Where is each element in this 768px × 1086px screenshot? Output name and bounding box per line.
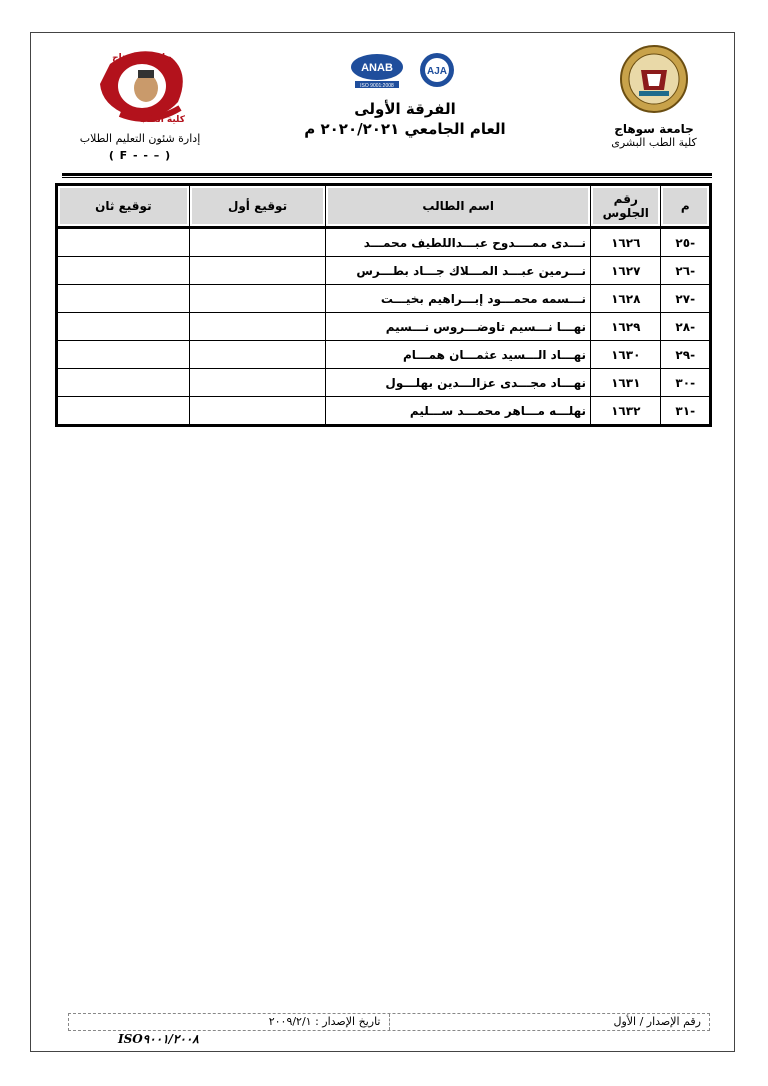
seat-number: ١٦٢٩ (591, 313, 661, 341)
signature-2-cell (57, 313, 190, 341)
signature-1-cell (189, 341, 326, 369)
faculty-logo-block (60, 44, 220, 162)
signature-2-cell (57, 369, 190, 397)
col-header-no: م (661, 185, 711, 228)
signature-1-cell (189, 228, 326, 257)
aja-logo: AJA (426, 66, 448, 77)
signature-2-cell (57, 285, 190, 313)
student-name: نـــسمه محمـــود إبـــراهيم بخيـــت (326, 285, 591, 313)
student-table (55, 183, 712, 427)
student-name: نهـــاد مجـــدى عزالـــدين بهلـــول (326, 369, 591, 397)
header-rule-thin (62, 177, 712, 178)
student-name: نهـــاد الـــسيد عثمـــان همـــام (326, 341, 591, 369)
header-rule (62, 173, 712, 176)
table-row (57, 228, 711, 257)
admin-name: إدارة شئون التعليم الطلاب (79, 132, 201, 145)
signature-2-cell (57, 228, 190, 257)
table-row (57, 313, 711, 341)
signature-1-cell (189, 285, 326, 313)
signature-1-cell (189, 397, 326, 426)
row-number: -٢٦ (661, 257, 711, 285)
signature-1-cell (189, 257, 326, 285)
student-name: نـــدى ممــــدوح عبـــداللطيف محمـــد (326, 228, 591, 257)
signature-2-cell (57, 257, 190, 285)
seat-number: ١٦٢٨ (591, 285, 661, 313)
logo-text-bottom: كلية الطب (139, 115, 185, 124)
faculty-logo-icon (80, 44, 200, 124)
col-header-sig2: توقيع ثان (57, 185, 190, 228)
anab-logo: ANAB (361, 62, 393, 74)
table-row (57, 341, 711, 369)
signature-2-cell (57, 341, 190, 369)
table-row (57, 369, 711, 397)
logo-text-top: جامعة سوهاج (112, 53, 172, 63)
row-number: -٢٩ (661, 341, 711, 369)
student-name: نهـــا نـــسيم تاوضـــروس نـــسيم (326, 313, 591, 341)
academic-year: العام الجامعي ٢٠٢٠/٢٠٢١ م (304, 120, 506, 138)
footer-box (68, 1013, 710, 1031)
form-code: ( F - - – ) (108, 149, 172, 162)
seat-number: ١٦٣١ (591, 369, 661, 397)
university-seal-icon (619, 44, 689, 114)
student-name: نـــرمين عبـــد المـــلاك جـــاد بطـــرس (326, 257, 591, 285)
faculty-name: كلية الطب البشرى (611, 136, 697, 149)
signature-1-cell (189, 313, 326, 341)
issue-number: رقم الإصدار / الأول (389, 1014, 710, 1030)
university-name: جامعة سوهاج (614, 122, 694, 136)
row-number: -٢٥ (661, 228, 711, 257)
row-number: -٢٧ (661, 285, 711, 313)
table-row (57, 397, 711, 426)
seat-number: ١٦٢٧ (591, 257, 661, 285)
col-header-seat: رقم الجلوس (591, 185, 661, 228)
university-block (594, 44, 714, 149)
center-header (290, 50, 520, 138)
table-header-row (57, 185, 711, 228)
signature-1-cell (189, 369, 326, 397)
col-header-name: اسم الطالب (326, 185, 591, 228)
row-number: -٣٠ (661, 369, 711, 397)
issue-date: تاريخ الإصدار : ٢٠٠٩/٢/١ (268, 1015, 381, 1028)
seat-number: ١٦٣٢ (591, 397, 661, 426)
col-header-sig1: توقيع أول (189, 185, 326, 228)
accreditation-logos (345, 50, 465, 90)
table-row (57, 285, 711, 313)
seat-number: ١٦٣٠ (591, 341, 661, 369)
student-name: نهلـــه مـــاهر محمـــد ســـليم (326, 397, 591, 426)
table-row (57, 257, 711, 285)
seat-number: ١٦٢٦ (591, 228, 661, 257)
iso-footer: ISO٩٠٠١/٢٠٠٨ (118, 1032, 199, 1046)
iso-badge: ISO 9001:2008 (360, 83, 394, 89)
signature-2-cell (57, 397, 190, 426)
year-label: الفرقة الأولى (354, 100, 456, 118)
row-number: -٣١ (661, 397, 711, 426)
row-number: -٢٨ (661, 313, 711, 341)
